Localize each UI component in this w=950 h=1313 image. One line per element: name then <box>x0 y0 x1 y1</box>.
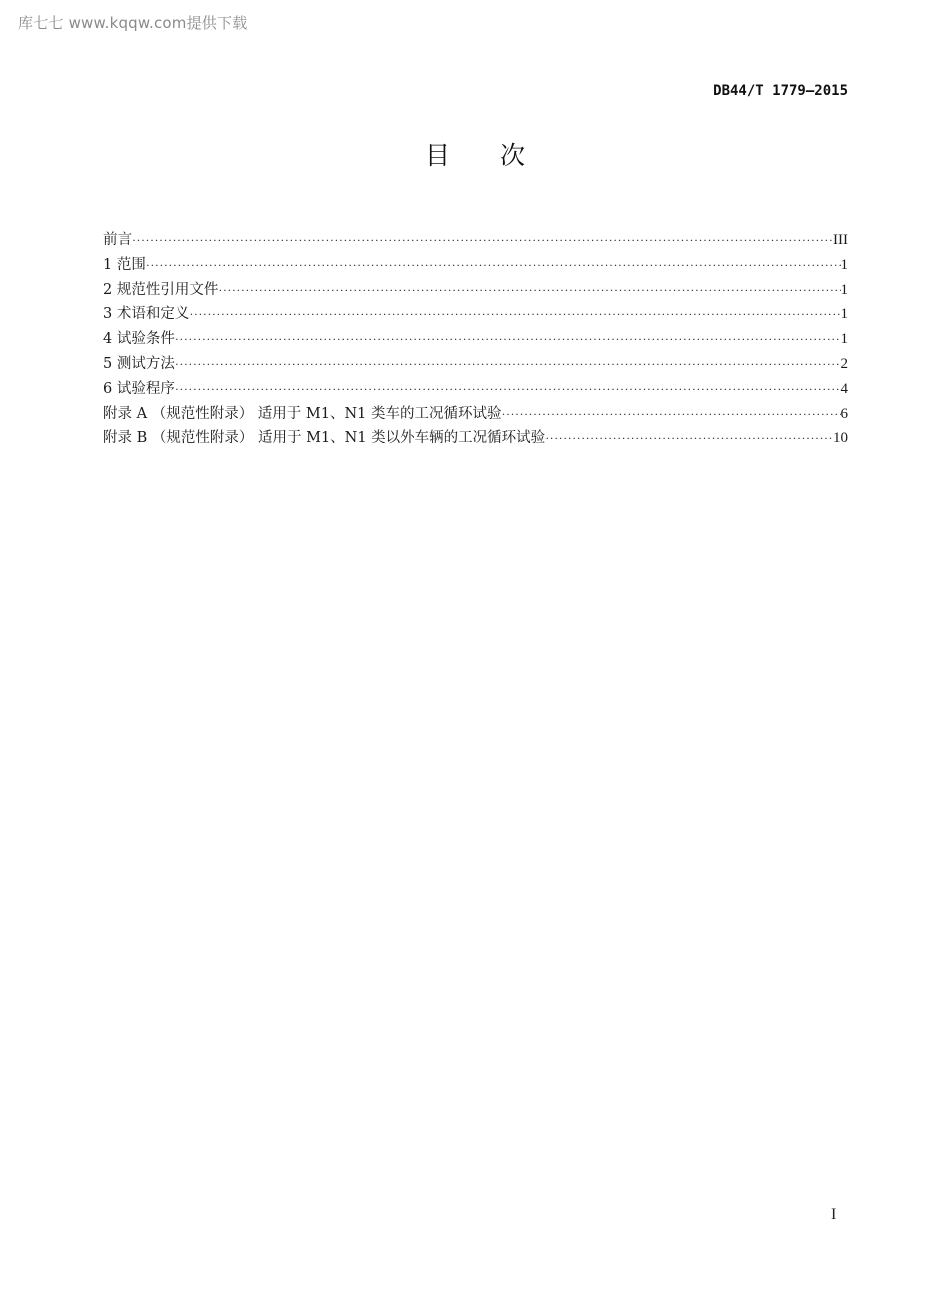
toc-entry-normative-references[interactable] <box>103 278 848 303</box>
toc-leader-dots <box>132 228 833 253</box>
toc-entry-label: 5 测试方法 <box>103 355 175 372</box>
toc-leader-dots <box>189 302 840 327</box>
standard-code: DB44/T 1779—2015 <box>713 83 848 99</box>
toc-entry-scope[interactable] <box>103 253 848 278</box>
toc-entry-label: 6 试验程序 <box>103 380 175 397</box>
toc-entry-label: 2 规范性引用文件 <box>103 281 219 298</box>
toc-leader-dots <box>175 377 841 402</box>
toc-entry-appendix-b[interactable] <box>103 426 848 451</box>
toc-entry-label: 附录 A （规范性附录） 适用于 M1、N1 类车的工况循环试验 <box>103 405 502 422</box>
toc-entry-label: 3 术语和定义 <box>103 306 190 323</box>
toc-entry-page: 10 <box>833 430 848 447</box>
toc-entry-page: 1 <box>840 256 848 273</box>
toc-entry-page: 4 <box>840 380 848 397</box>
toc-entry-foreword[interactable] <box>103 228 848 253</box>
page-number: I <box>831 1206 837 1223</box>
toc-entry-page: 2 <box>840 355 848 372</box>
toc-entry-label: 附录 B （规范性附录） 适用于 M1、N1 类以外车辆的工况循环试验 <box>103 430 546 447</box>
toc-entry-terms-definitions[interactable] <box>103 302 848 327</box>
toc-entry-page: 1 <box>840 331 848 348</box>
toc-entry-label: 前言 <box>103 232 132 248</box>
toc-entry-test-methods[interactable] <box>103 352 848 377</box>
toc-leader-dots <box>175 352 841 377</box>
toc-entry-page: III <box>833 232 848 248</box>
toc-entry-page: 1 <box>840 281 848 298</box>
toc-entry-page: 1 <box>840 306 848 323</box>
toc-entry-test-procedure[interactable] <box>103 377 848 402</box>
toc-leader-dots <box>218 278 840 303</box>
watermark-text: 库七七 www.kqqw.com提供下载 <box>18 14 248 32</box>
toc-leader-dots <box>175 327 841 352</box>
page-title: 目次 <box>424 141 575 170</box>
toc-entry-test-conditions[interactable] <box>103 327 848 352</box>
toc-entry-label: 1 范围 <box>103 256 146 273</box>
toc-entry-appendix-a[interactable] <box>103 402 848 427</box>
toc-leader-dots <box>502 402 841 427</box>
toc-entry-page: 6 <box>840 405 848 422</box>
toc-leader-dots <box>545 426 833 451</box>
toc-entry-label: 4 试验条件 <box>103 331 175 348</box>
table-of-contents <box>103 228 848 451</box>
toc-leader-dots <box>146 253 841 278</box>
